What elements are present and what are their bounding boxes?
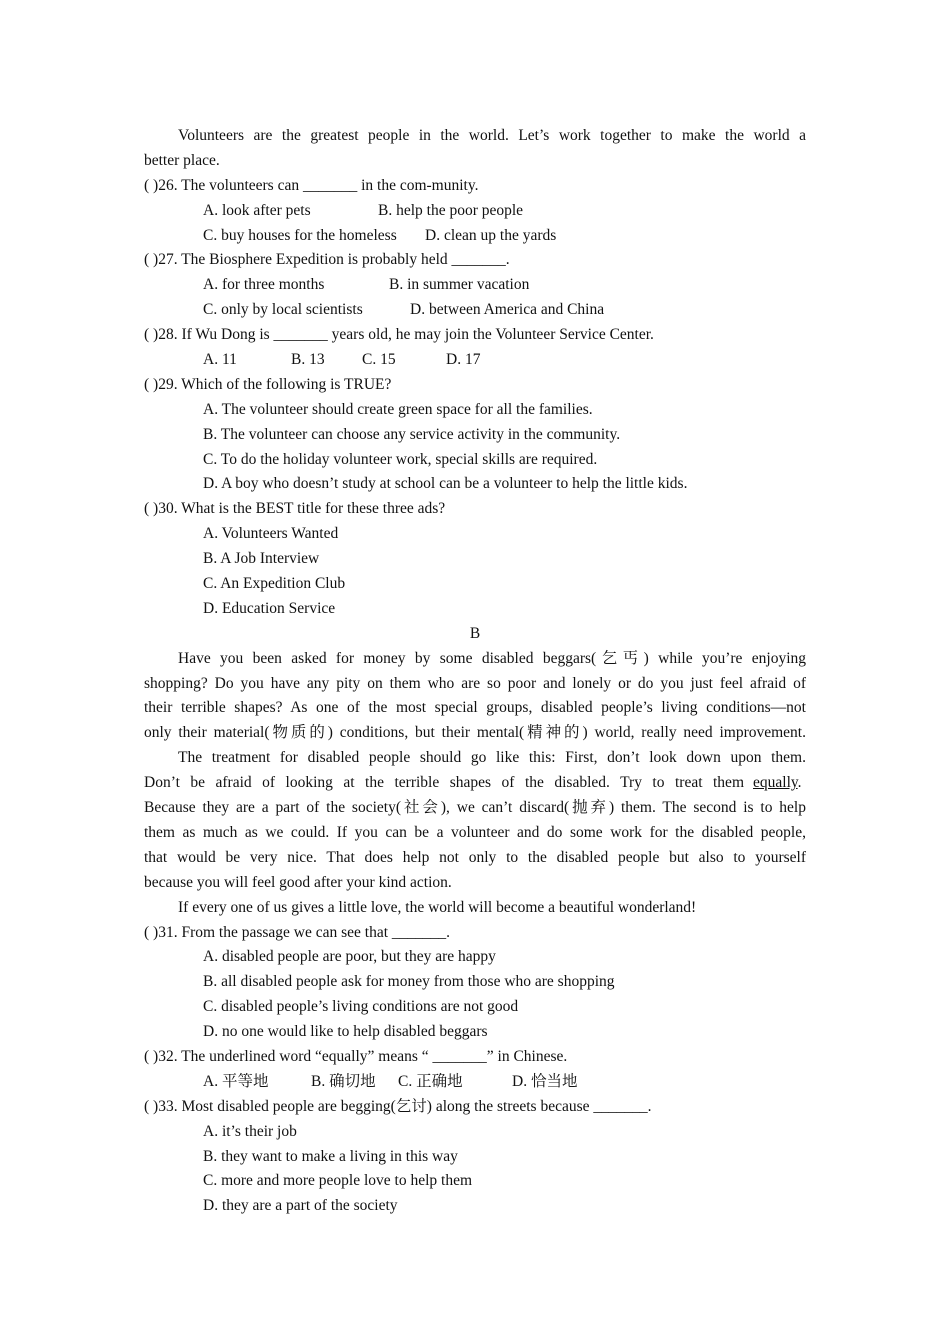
paragraph-line: If every one of us gives a little love, the world will become a beautiful wonderland! — [178, 898, 697, 916]
option-a: A. look after pets — [203, 201, 311, 219]
options-row — [144, 273, 806, 298]
option-d: D. no one would like to help disabled beggars — [203, 1023, 488, 1041]
option-a: A. 平等地 — [203, 1072, 269, 1090]
option-b: B. they want to make a living in this way — [203, 1147, 458, 1165]
option-a: A. 11 — [203, 351, 237, 369]
option-c: C. An Expedition Club — [203, 575, 346, 593]
question-33: ( )33. Most disabled people are begging(乞讨) along the streets because _______. — [144, 1097, 652, 1115]
option-c: C. only by local scientists — [203, 301, 363, 319]
option-c: C. 15 — [362, 351, 396, 369]
paragraph-line — [144, 771, 806, 796]
question-29: ( )29. Which of the following is TRUE? — [144, 375, 392, 393]
option-b: B. all disabled people ask for money from those who are shopping — [203, 973, 615, 991]
paragraph-line: their terrible shapes? As one of the most special groups, disabled people’s living conditions—not — [144, 699, 806, 717]
paragraph-line: Because they are a part of the society(社会), we can’t discard(抛弃) them. The second is to help — [144, 799, 806, 817]
option-c: C. more and more people love to help them — [203, 1172, 473, 1190]
question-26: ( )26. The volunteers can _______ in the com-munity. — [144, 176, 479, 194]
paragraph-line: only their material(物质的) conditions, but their mental(精神的) world, really need improvement. — [144, 724, 806, 742]
options-row — [144, 348, 806, 373]
option-b: B. 确切地 — [311, 1072, 376, 1090]
question-32: ( )32. The underlined word “equally” means “ _______” in Chinese. — [144, 1047, 568, 1065]
option-b: B. help the poor people — [378, 201, 524, 219]
option-d: D. clean up the yards — [425, 226, 557, 244]
option-a: A. The volunteer should create green space for all the families. — [203, 400, 593, 418]
option-b: B. The volunteer can choose any service activity in the community. — [203, 425, 621, 443]
option-d: D. A boy who doesn’t study at school can be a volunteer to help the little kids. — [203, 475, 688, 493]
option-c: C. 正确地 — [398, 1072, 463, 1090]
option-a: A. it’s their job — [203, 1122, 297, 1140]
question-27: ( )27. The Biosphere Expedition is probably held _______. — [144, 251, 510, 269]
document-content — [144, 124, 806, 1219]
section-heading: B — [469, 624, 481, 642]
option-d: D. between America and China — [410, 301, 605, 319]
options-row — [144, 1070, 806, 1095]
paragraph-line: shopping? Do you have any pity on them who are so poor and lonely or do you just feel afraid of — [144, 674, 806, 692]
question-31: ( )31. From the passage we can see that _______. — [144, 923, 451, 941]
option-b: B. in summer vacation — [389, 276, 530, 294]
underlined-word: equally. — [753, 774, 802, 792]
paragraph-line: because you will feel good after your kind action. — [144, 873, 452, 891]
option-c: C. To do the holiday volunteer work, special skills are required. — [203, 450, 598, 468]
intro-line: Volunteers are the greatest people in the world. Let’s work together to make the world a — [178, 127, 806, 144]
option-d: D. 恰当地 — [512, 1072, 578, 1090]
paragraph-line: The treatment for disabled people should go like this: First, don’t look down upon them. — [178, 749, 806, 767]
option-a: A. Volunteers Wanted — [203, 525, 339, 543]
options-row — [144, 298, 806, 323]
paragraph-line: that would be very nice. That does help not only to the disabled people but also to yourself — [144, 848, 806, 866]
question-30: ( )30. What is the BEST title for these three ads? — [144, 500, 446, 518]
options-row — [144, 224, 806, 249]
paragraph-line: Have you been asked for money by some disabled beggars(乞丐) while you’re enjoying — [178, 649, 806, 667]
question-28: ( )28. If Wu Dong is _______ years old, he may join the Volunteer Service Center. — [144, 326, 654, 344]
paragraph-text: Don’t be afraid of looking at the terrible shapes of the disabled. Try to treat them — [144, 774, 744, 792]
option-c: C. buy houses for the homeless — [203, 226, 397, 244]
options-row — [144, 199, 806, 224]
option-c: C. disabled people’s living conditions are not good — [203, 998, 519, 1016]
paragraph-line: them as much as we could. If you can be a volunteer and do some work for the disabled people, — [144, 823, 806, 841]
option-d: D. they are a part of the society — [203, 1197, 398, 1215]
option-a: A. for three months — [203, 276, 325, 294]
option-d: D. Education Service — [203, 599, 336, 617]
option-b: B. 13 — [291, 351, 325, 369]
option-a: A. disabled people are poor, but they are happy — [203, 948, 496, 966]
option-d: D. 17 — [446, 351, 481, 369]
option-b: B. A Job Interview — [203, 550, 320, 568]
intro-line: better place. — [144, 151, 220, 169]
